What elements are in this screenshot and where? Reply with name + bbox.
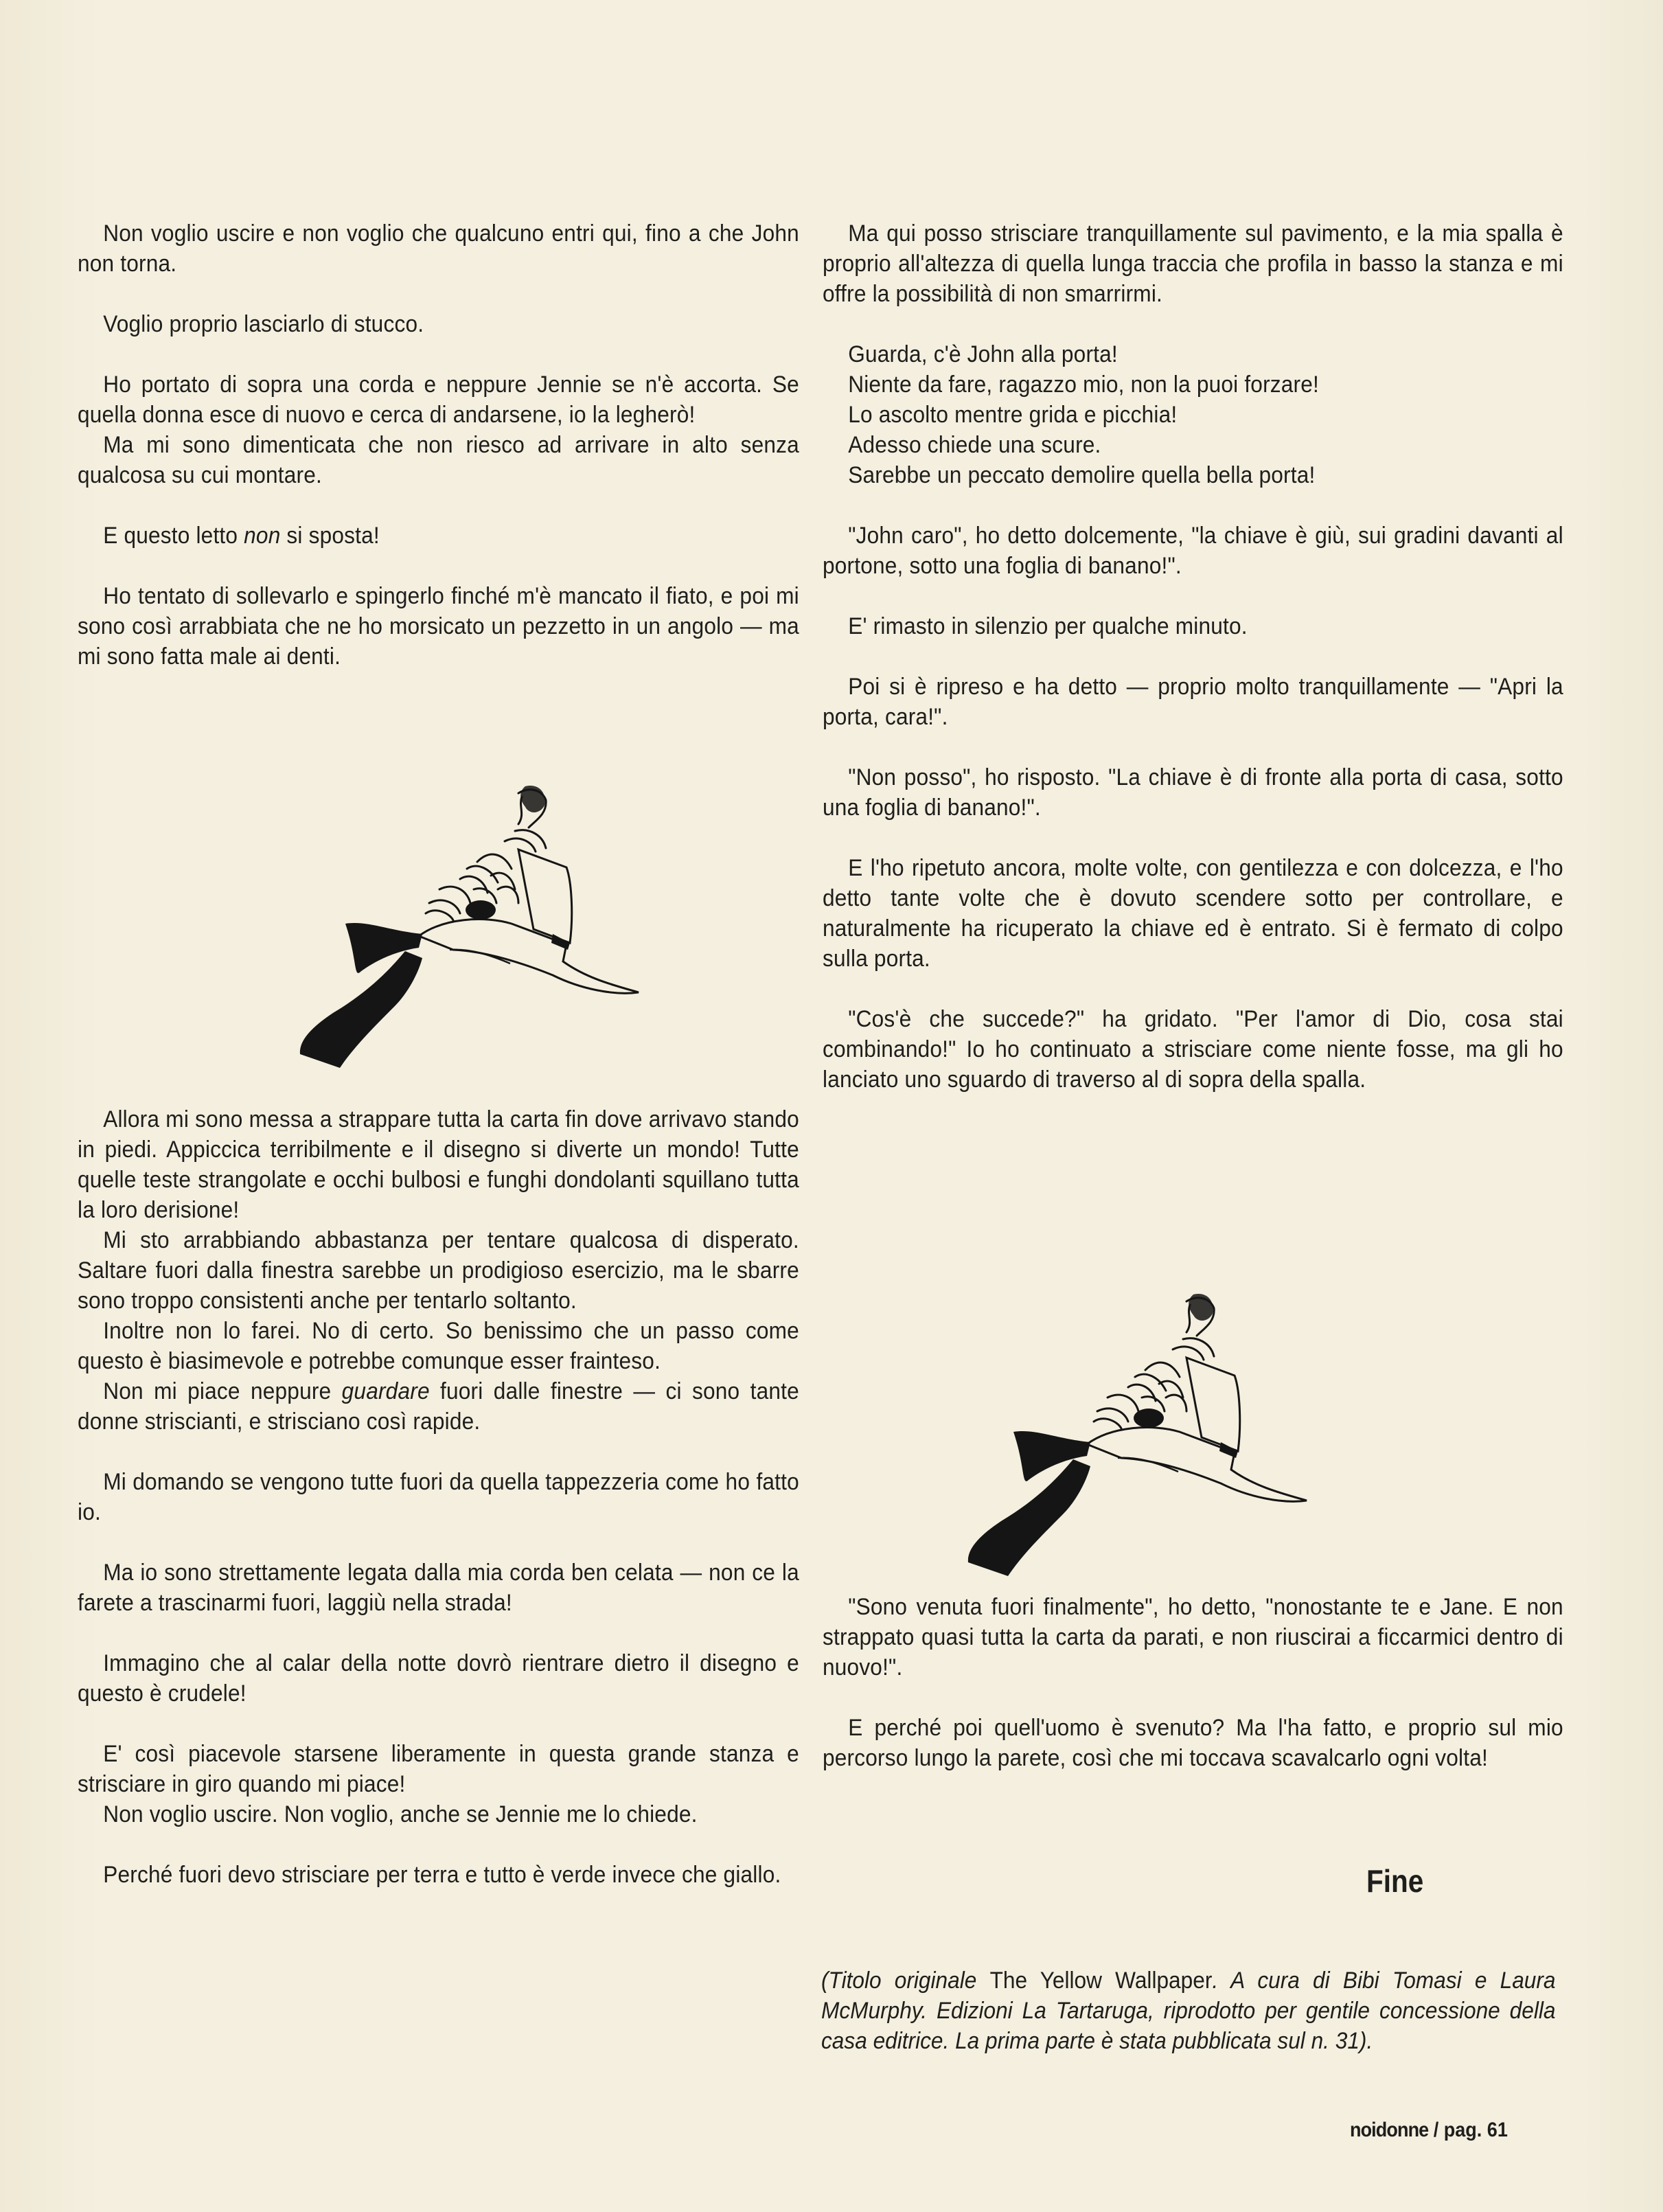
ending-label: Fine xyxy=(1366,1863,1424,1899)
paragraph xyxy=(78,521,799,551)
paragraph: Immagino che al calar della notte dovrò rientrare dietro il disegno e questo è crudele! xyxy=(78,1650,799,1707)
footer-separator: / xyxy=(1428,2119,1444,2141)
paragraph: Mi domando se vengono tutte fuori da quella tappezzeria come ho fatto io. xyxy=(78,1469,799,1525)
paragraph: Allora mi sono messa a strappare tutta la carta fin dove arrivavo stando in piedi. Appiccica terribilmente e il disegno si diverte un mondo! Tutte quelle teste strangolate e occhi bulbosi e funghi dondolanti squillano tutta la loro derisione! xyxy=(78,1106,799,1223)
hat-icon xyxy=(292,766,663,1068)
page-footer xyxy=(1350,2119,1508,2142)
paragraph: Ma mi sono dimenticata che non riesco ad arrivare in alto senza qualcosa su cui montare. xyxy=(78,432,799,488)
emphasis: non xyxy=(244,523,281,549)
left-column-bottom xyxy=(78,1104,799,1920)
hat-icon xyxy=(960,1274,1331,1576)
paragraph: E' così piacevole starsene liberamente in questa grande stanza e strisciare in giro quando mi piace! xyxy=(78,1741,799,1797)
paragraph: E perché poi quell'uomo è svenuto? Ma l'ha fatto, e proprio sul mio percorso lungo la parete, così che mi toccava scavalcarlo ogni volta! xyxy=(823,1715,1563,1771)
paragraph: Ho tentato di sollevarlo e spingerlo finché m'è mancato il fiato, e poi mi sono così arrabbiata che ne ho morsicato un pezzetto in un angolo — ma mi sono fatta male ai denti. xyxy=(78,583,799,670)
credits-note xyxy=(821,1965,1556,2056)
right-column-bottom xyxy=(823,1592,1563,1803)
paragraph: "John caro", ho detto dolcemente, "la chiave è giù, sui gradini davanti al portone, sotto una foglia di banano!". xyxy=(823,523,1563,579)
right-column-top xyxy=(823,218,1563,1125)
paragraph: "Cos'è che succede?" ha gridato. "Per l'amor di Dio, cosa stai combinando!" Io ho continuato a strisciare come niente fosse, ma gli ho lanciato uno sguardo di traverso al di sopra della spalla. xyxy=(823,1006,1563,1093)
text-span: Non mi piace neppure xyxy=(103,1378,342,1404)
paragraph: Non voglio uscire. Non voglio, anche se Jennie me lo chiede. xyxy=(103,1801,698,1827)
paragraph: E l'ho ripetuto ancora, molte volte, con gentilezza e con dolcezza, e l'ho detto tante volte che è dovuto scendere sotto per controllare, e naturalmente ha ricuperato la chiave ed è entrato. Si è fermato di colpo sulla porta. xyxy=(823,855,1563,972)
paragraph: Ma io sono strettamente legata dalla mia corda ben celata — non ce la farete a trascinarmi fuori, laggiù nella strada! xyxy=(78,1560,799,1616)
emphasis: guardare xyxy=(341,1378,430,1404)
paragraph: Ma qui posso strisciare tranquillamente sul pavimento, e la mia spalla è proprio all'altezza di quella lunga traccia che profila in basso la stanza e mi offre la possibilità di non smarrirmi. xyxy=(823,220,1563,307)
paragraph xyxy=(78,1376,799,1437)
paragraph: Voglio proprio lasciarlo di stucco. xyxy=(103,311,424,337)
verse-line: Guarda, c'è John alla porta! xyxy=(848,341,1118,367)
paragraph: Inoltre non lo farei. No di certo. So benissimo che un passo come questo è biasimevole e potrebbe comunque esser frainteso. xyxy=(78,1318,799,1374)
paragraph: "Non posso", ho risposto. "La chiave è di fronte alla porta di casa, sotto una foglia di banano!". xyxy=(823,764,1563,821)
paragraph: Ho portato di sopra una corda e neppure Jennie se n'è accorta. Se quella donna esce di nuovo e cerca di andarsene, io la legherò! xyxy=(78,372,799,428)
magazine-name: noidonne xyxy=(1350,2119,1429,2141)
hat-illustration xyxy=(960,1274,1331,1576)
paragraph: Perché fuori devo strisciare per terra e tutto è verde invece che giallo. xyxy=(103,1862,781,1888)
hat-illustration xyxy=(292,766,663,1068)
page-number: pag. 61 xyxy=(1443,2119,1508,2141)
paragraph: E' rimasto in silenzio per qualche minuto. xyxy=(848,613,1248,639)
verse-block xyxy=(848,339,1563,490)
verse-line: Adesso chiede una scure. xyxy=(848,432,1101,458)
original-title: The Yellow Wallpaper xyxy=(989,1968,1213,1994)
verse-line: Lo ascolto mentre grida e picchia! xyxy=(848,402,1178,428)
text-span: si sposta! xyxy=(280,523,380,549)
text-span: E questo letto xyxy=(103,523,244,549)
credits-open: (Titolo originale xyxy=(821,1968,990,1994)
paragraph: Non voglio uscire e non voglio che qualcuno entri qui, fino a che John non torna. xyxy=(78,220,799,277)
paragraph: "Sono venuta fuori finalmente", ho detto, "nonostante te e Jane. E non strappato quasi tutta la carta da parati, e non riuscirai a ficcarmici dentro di nuovo!". xyxy=(823,1594,1563,1680)
verse-line: Niente da fare, ragazzo mio, non la puoi forzare! xyxy=(848,372,1320,398)
verse-line: Sarebbe un peccato demolire quella bella porta! xyxy=(848,462,1316,488)
credits-rest: . A cura di Bibi Tomasi e Laura McMurphy. Edizioni La Tartaruga, riprodotto per gentile concessione della casa editrice. La prima parte è stata pubblicata sul n. 31). xyxy=(821,1968,1556,2054)
left-column-top xyxy=(78,218,799,702)
paragraph: Poi si è ripreso e ha detto — proprio molto tranquillamente — "Apri la porta, cara!". xyxy=(823,674,1563,730)
text-span: fuori dalle finestre — ci sono tante donne striscianti, e strisciano così rapide. xyxy=(78,1378,799,1435)
paragraph: Mi sto arrabbiando abbastanza per tentare qualcosa di disperato. Saltare fuori dalla finestra sarebbe un prodigioso esercizio, ma le sbarre sono troppo consistenti anche per tentarlo soltanto. xyxy=(78,1227,799,1314)
